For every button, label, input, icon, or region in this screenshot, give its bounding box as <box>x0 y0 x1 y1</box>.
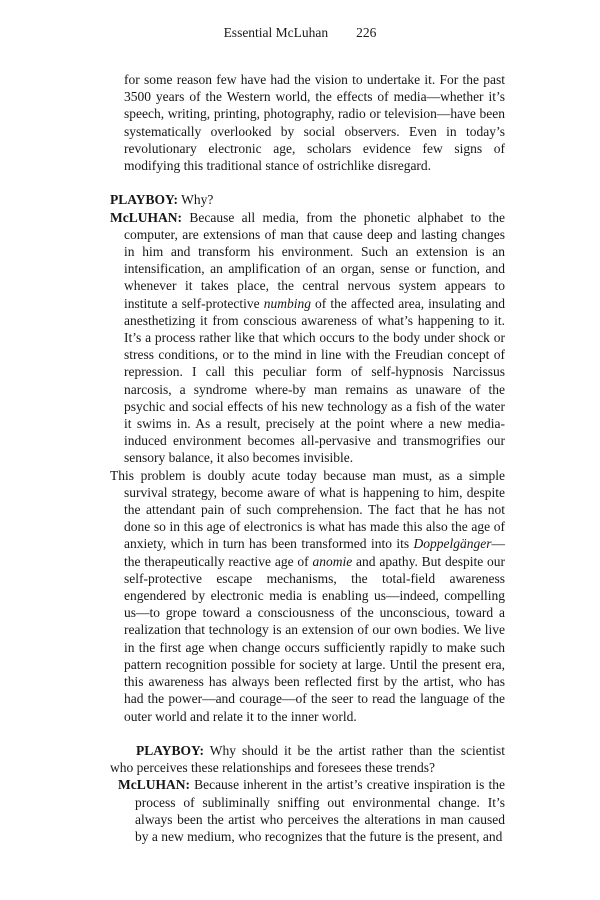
text-segment: Doppelgänger <box>413 536 492 552</box>
continuation-paragraph <box>110 71 505 174</box>
text-segment: PLAYBOY: <box>110 192 179 208</box>
text-segment: This problem is doubly acute today because man must, as a simple survival strategy, become aware of what is happening to him, despite the attendant pain of such comprehension. The fact that he has not done so in this age of electronics is what has made this also the age of anxiety, which in turn has been transformed into its <box>110 467 505 552</box>
text-segment: for some reason few have had the vision to undertake it. For the past 3500 years of the Western world, the effects of media—whether it’s speech, writing, printing, photography, radio or television—have been systematically overlooked by social observers. Even in today’s revolutionary electronic age, scholars evidence few signs of modifying this traditional stance of ostrichlike disregard. <box>124 72 505 174</box>
text-segment: Because inherent in the artist’s creative inspiration is the process of subliminally sniffing out environmental change. It’s always been the artist who perceives the alterations in man caused by a new medium, who recognizes that the future is the present, and <box>135 777 505 844</box>
text-segment: anomie <box>312 553 353 569</box>
text-segment: Because all media, from the phonetic alphabet to the computer, are extensions of man that cause deep and lasting changes in him and transform his environment. Such an extension is an intensification, an amplification of an organ, sense or function, and whenever it takes place, the central nervous system appears to institute a self-protective <box>124 209 505 311</box>
text-segment: and apathy. But despite our self-protective escape mechanisms, the total-field awareness engendered by electronic media is enabling us—indeed, compelling us—to grope toward a consciousness of the unconscious, toward a realization that technology is an extension of our own bodies. We live in the first age when change occurs sufficiently rapidly to make such pattern recognition possible for society at large. Until the present era, this awareness has always been reflected first by the artist, who has had the power—and courage—of the seer to read the language of the outer world and relate it to the inner world. <box>124 553 505 724</box>
page-body <box>110 71 505 845</box>
text-segment: McLUHAN: <box>110 209 182 225</box>
mcluhan-answer-continued <box>110 467 505 725</box>
text-segment: Why should it be the artist rather than the scientist who perceives these relationships and foresees these trends? <box>110 742 505 776</box>
mcluhan-answer <box>110 776 505 845</box>
text-segment: numbing <box>263 295 311 311</box>
playboy-question <box>110 742 505 776</box>
playboy-question <box>110 191 505 208</box>
text-segment: —the therapeutically reactive age of <box>124 536 505 569</box>
text-segment: Why? <box>178 192 214 208</box>
text-segment: of the affected area, insulating and anesthetizing it from conscious awareness of what’s happening to it. It’s a process rather like that which occurs to the body under shock or stress conditions, or to the mind in line with the Freudian concept of repression. I call this peculiar form of self-hypnosis Narcissus narcosis, a syndrome where-by man remains as unaware of the psychic and social effects of his new technology as a fish of the water it swims in. As a result, precisely at the point where a new media-induced environment becomes all-pervasive and transmogrifies our sensory balance, it also becomes invisible. <box>124 295 505 466</box>
page-number: 226 <box>356 25 377 40</box>
text-segment: McLUHAN: <box>118 777 190 793</box>
running-title: Essential McLuhan <box>223 25 329 40</box>
text-segment: PLAYBOY: <box>136 742 205 758</box>
page-header <box>0 0 600 41</box>
mcluhan-answer <box>110 209 505 467</box>
